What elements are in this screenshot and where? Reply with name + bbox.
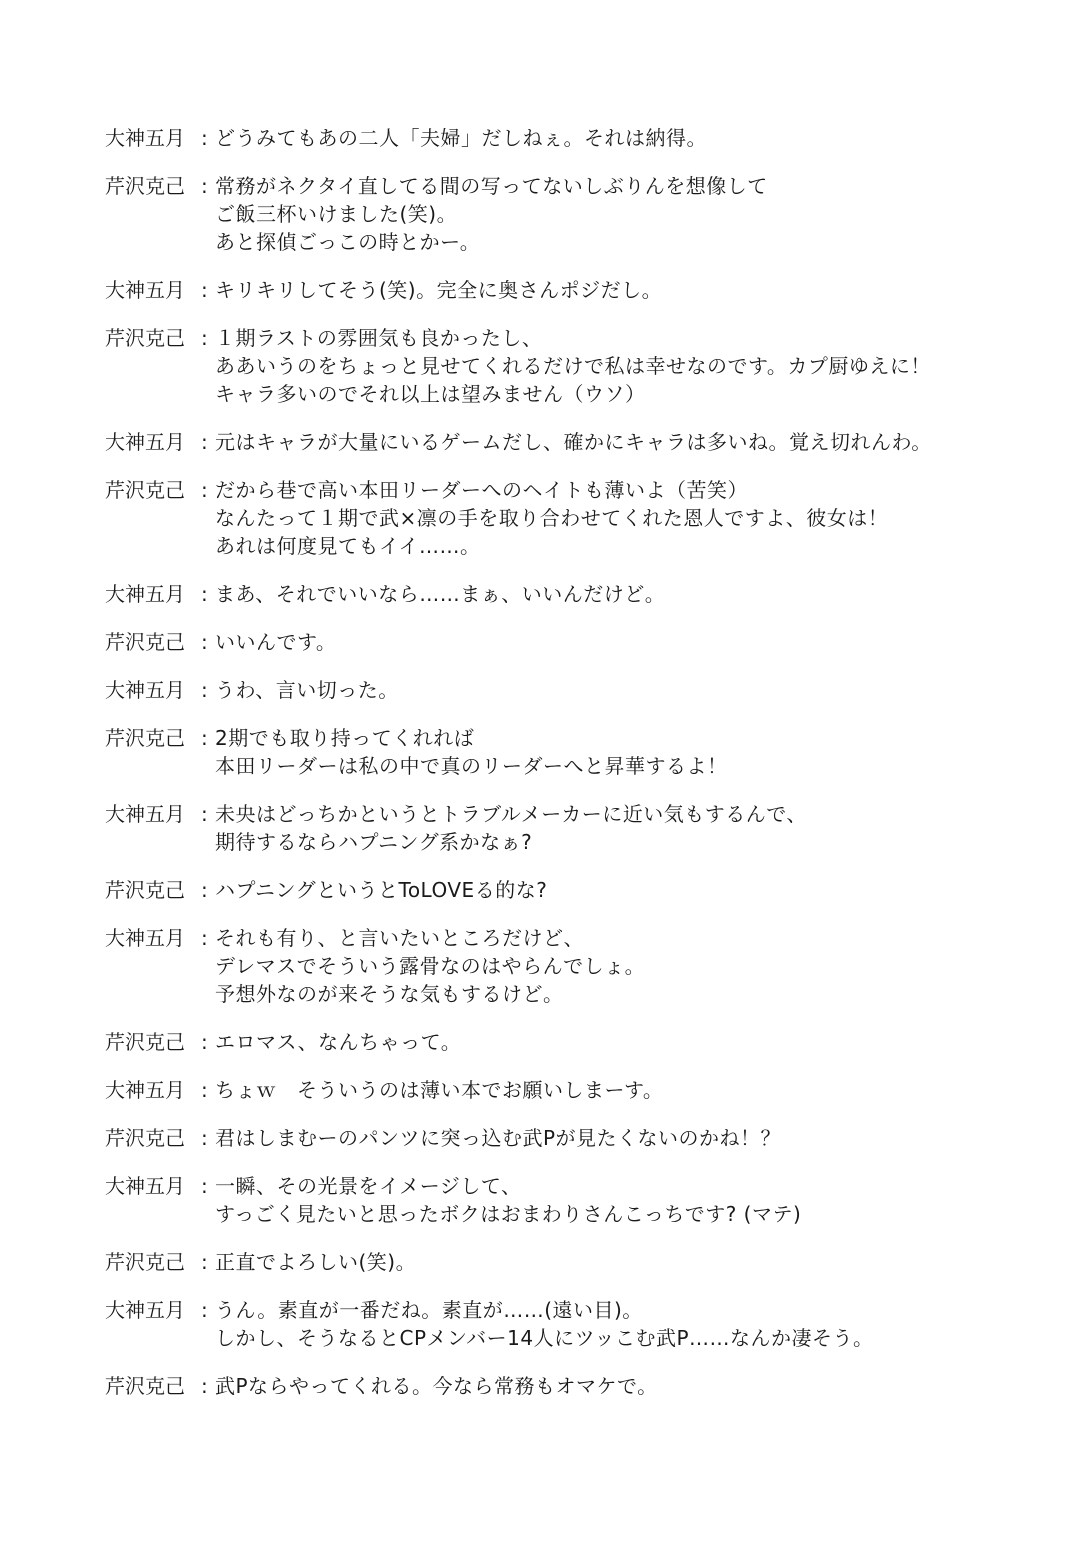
dialogue-entry bbox=[105, 1124, 1055, 1152]
speaker-name: 芹沢克己 bbox=[105, 478, 185, 502]
speech-lines bbox=[215, 1076, 1055, 1104]
speaker-separator: : bbox=[201, 726, 208, 750]
speech-line: どうみてもあの二人「夫婦」だしねぇ。それは納得。 bbox=[215, 126, 707, 150]
speech-line: ああいうのをちょっと見せてくれるだけで私は幸せなのです。カプ厨ゆえに！ bbox=[215, 354, 931, 378]
speaker-name: 大神五月 bbox=[105, 1078, 185, 1102]
speech-line: キリキリしてそう(笑)。完全に奥さんポジだし。 bbox=[215, 278, 663, 302]
speech-line: まあ、それでいいなら……まぁ、いいんだけど。 bbox=[215, 582, 666, 606]
speaker-name: 芹沢克己 bbox=[105, 1374, 185, 1398]
dialogue-entry bbox=[105, 428, 1055, 456]
speech-line: エロマス、なんちゃって。 bbox=[215, 1030, 462, 1054]
speaker-name: 芹沢克己 bbox=[105, 1250, 185, 1274]
speaker-separator: : bbox=[201, 1030, 208, 1054]
speaker-name: 芹沢克己 bbox=[105, 726, 185, 750]
speech-line: すっごく見たいと思ったボクはおまわりさんこっちです? (マテ) bbox=[215, 1202, 802, 1226]
speech-line: 元はキャラが大量にいるゲームだし、確かにキャラは多いね。覚え切れんわ。 bbox=[215, 430, 932, 454]
speaker-separator: : bbox=[201, 802, 208, 826]
speaker-name: 大神五月 bbox=[105, 1298, 185, 1322]
speech-lines bbox=[215, 1248, 1055, 1276]
speech-line: デレマスでそういう露骨なのはやらんでしょ。 bbox=[215, 954, 646, 978]
speech-line: うわ、言い切った。 bbox=[215, 678, 399, 702]
speech-line: 2期でも取り持ってくれれば bbox=[215, 726, 475, 750]
speaker-name: 芹沢克己 bbox=[105, 1126, 185, 1150]
speech-lines bbox=[215, 580, 1055, 608]
speaker-name: 大神五月 bbox=[105, 802, 185, 826]
speech-lines bbox=[215, 924, 1055, 1008]
speech-line: いいんです。 bbox=[215, 630, 337, 654]
dialogue-entry bbox=[105, 800, 1055, 856]
speaker-name: 芹沢克己 bbox=[105, 630, 185, 654]
speaker-name: 大神五月 bbox=[105, 1174, 185, 1198]
speaker-separator: : bbox=[201, 1298, 208, 1322]
speaker-separator: : bbox=[201, 678, 208, 702]
speaker-separator: : bbox=[201, 278, 208, 302]
speech-line: しかし、そうなるとCPメンバー14人にツッこむ武P……なんか凄そう。 bbox=[215, 1326, 874, 1350]
speech-line: あれは何度見てもイイ……。 bbox=[215, 534, 481, 558]
speaker-separator: : bbox=[201, 878, 208, 902]
dialogue-entry bbox=[105, 628, 1055, 656]
speaker-separator: : bbox=[201, 1374, 208, 1398]
dialogue-entry bbox=[105, 1372, 1055, 1400]
speech-lines bbox=[215, 1296, 1055, 1352]
dialogue-entry bbox=[105, 1076, 1055, 1104]
dialogue-entry bbox=[105, 924, 1055, 1008]
speaker-name: 芹沢克己 bbox=[105, 174, 185, 198]
speech-line: １期ラストの雰囲気も良かったし、 bbox=[215, 326, 543, 350]
speech-lines bbox=[215, 1172, 1055, 1228]
speech-line: 未央はどっちかというとトラブルメーカーに近い気もするんで、 bbox=[215, 802, 807, 826]
speech-lines bbox=[215, 876, 1055, 904]
speech-line: キャラ多いのでそれ以上は望みません（ウソ） bbox=[215, 382, 646, 406]
speech-lines bbox=[215, 676, 1055, 704]
speech-line: 期待するならハプニング系かなぁ? bbox=[215, 830, 533, 854]
speech-line: うん。素直が一番だね。素直が……(遠い目)。 bbox=[215, 1298, 643, 1322]
speech-lines bbox=[215, 276, 1055, 304]
speaker-separator: : bbox=[201, 926, 208, 950]
speech-line: だから巷で高い本田リーダーへのヘイトも薄いよ（苦笑） bbox=[215, 478, 748, 502]
speaker-separator: : bbox=[201, 630, 208, 654]
dialogue-entry bbox=[105, 124, 1055, 152]
speech-line: なんたって１期で武×凛の手を取り合わせてくれた恩人ですよ、彼女は！ bbox=[215, 506, 889, 530]
dialogue-entry bbox=[105, 1248, 1055, 1276]
speech-line: ご飯三杯いけました(笑)。 bbox=[215, 202, 458, 226]
speaker-name: 芹沢克己 bbox=[105, 878, 185, 902]
speaker-name: 芹沢克己 bbox=[105, 326, 185, 350]
speaker-separator: : bbox=[201, 478, 208, 502]
speech-lines bbox=[215, 800, 1055, 856]
speech-line: 武Pならやってくれる。今なら常務もオマケで。 bbox=[215, 1374, 658, 1398]
speaker-separator: : bbox=[201, 126, 208, 150]
speaker-name: 芹沢克己 bbox=[105, 1030, 185, 1054]
dialogue-entry bbox=[105, 172, 1055, 256]
speaker-separator: : bbox=[201, 1126, 208, 1150]
dialogue-entry bbox=[105, 276, 1055, 304]
speech-lines bbox=[215, 428, 1055, 456]
speaker-separator: : bbox=[201, 582, 208, 606]
dialogue-entry bbox=[105, 1172, 1055, 1228]
speech-lines bbox=[215, 628, 1055, 656]
speech-line: 正直でよろしい(笑)。 bbox=[215, 1250, 417, 1274]
speaker-name: 大神五月 bbox=[105, 430, 185, 454]
speech-line: 予想外なのが来そうな気もするけど。 bbox=[215, 982, 564, 1006]
speech-lines bbox=[215, 1372, 1055, 1400]
speaker-name: 大神五月 bbox=[105, 678, 185, 702]
speech-lines bbox=[215, 476, 1055, 560]
speech-lines bbox=[215, 124, 1055, 152]
speaker-name: 大神五月 bbox=[105, 926, 185, 950]
dialogue-entry bbox=[105, 1028, 1055, 1056]
dialogue-entry bbox=[105, 580, 1055, 608]
speaker-name: 大神五月 bbox=[105, 126, 185, 150]
dialogue-entry bbox=[105, 724, 1055, 780]
speaker-separator: : bbox=[201, 1078, 208, 1102]
speech-lines bbox=[215, 1028, 1055, 1056]
speech-line: ハプニングというとToLOVEる的な? bbox=[215, 878, 548, 902]
speaker-name: 大神五月 bbox=[105, 278, 185, 302]
speech-lines bbox=[215, 172, 1055, 256]
speaker-separator: : bbox=[201, 326, 208, 350]
speech-line: 常務がネクタイ直してる間の写ってないしぶりんを想像して bbox=[215, 174, 768, 198]
speech-line: それも有り、と言いたいところだけど、 bbox=[215, 926, 584, 950]
dialogue-entry bbox=[105, 876, 1055, 904]
speaker-name: 大神五月 bbox=[105, 582, 185, 606]
speech-lines bbox=[215, 1124, 1055, 1152]
speaker-separator: : bbox=[201, 430, 208, 454]
speaker-separator: : bbox=[201, 174, 208, 198]
dialogue-entry bbox=[105, 1296, 1055, 1352]
dialogue-transcript bbox=[105, 124, 1055, 1420]
speech-line: あと探偵ごっこの時とかー。 bbox=[215, 230, 481, 254]
dialogue-entry bbox=[105, 476, 1055, 560]
speaker-separator: : bbox=[201, 1174, 208, 1198]
speech-line: ちょｗ そういうのは薄い本でお願いしまーす。 bbox=[215, 1078, 664, 1102]
dialogue-entry bbox=[105, 676, 1055, 704]
dialogue-entry bbox=[105, 324, 1055, 408]
speech-line: 本田リーダーは私の中で真のリーダーへと昇華するよ！ bbox=[215, 754, 728, 778]
speaker-separator: : bbox=[201, 1250, 208, 1274]
speech-lines bbox=[215, 724, 1055, 780]
speech-line: 一瞬、その光景をイメージして、 bbox=[215, 1174, 522, 1198]
speech-line: 君はしまむーのパンツに突っ込む武Pが見たくないのかね！？ bbox=[215, 1126, 782, 1150]
speech-lines bbox=[215, 324, 1055, 408]
